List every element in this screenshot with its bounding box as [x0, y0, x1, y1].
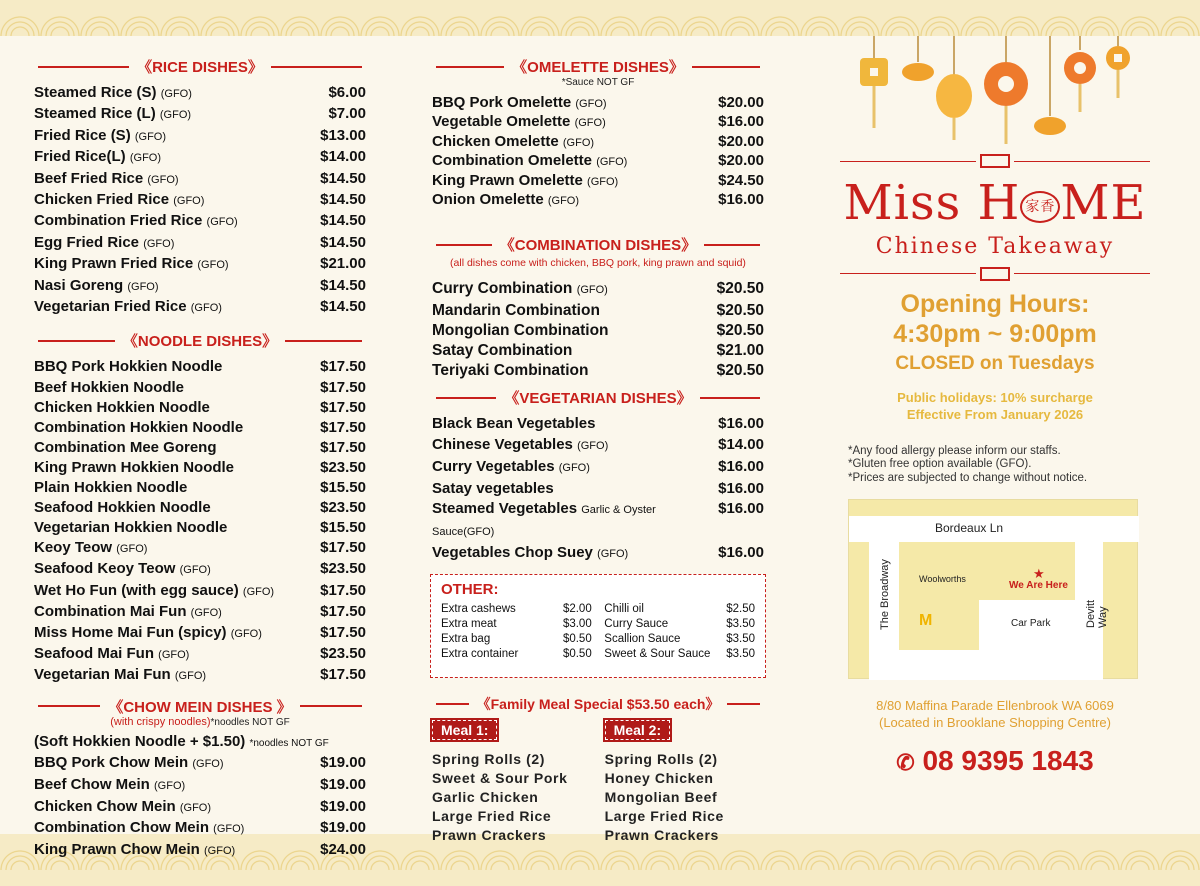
item-name: Chinese Vegetables	[432, 436, 573, 454]
noodle-item	[30, 357, 370, 377]
top-wave-border	[0, 0, 1200, 36]
omelette-item	[428, 94, 768, 113]
item-name: Wet Ho Fun (with egg sauce)	[34, 581, 239, 599]
item-price: $20.50	[716, 362, 764, 380]
item-note: (GFO)	[242, 585, 275, 598]
omelette-item	[428, 191, 768, 210]
map-car-park: Car Park	[1011, 618, 1051, 629]
map-we-are-here: We Are Here	[1009, 580, 1068, 591]
item-price: $24.50	[718, 171, 764, 189]
item-note: (GFO)	[577, 440, 609, 453]
meal-item: Sweet & Sour Pork	[432, 770, 568, 787]
item-name: Steamed Rice (L)	[34, 105, 156, 123]
meal-item: Garlic Chicken	[432, 788, 539, 805]
item-name: Egg Fried Rice	[34, 233, 140, 251]
meal-item: Prawn Crackers	[432, 826, 547, 843]
rice-item	[30, 211, 370, 232]
meal-2-items	[605, 750, 764, 844]
item-price: $13.00	[320, 126, 366, 144]
item-name: Combination Chow Mein	[34, 819, 209, 837]
item-name: Vegetarian Mai Fun	[34, 665, 171, 683]
item-price: $23.50	[320, 560, 366, 578]
item-price: $17.50	[320, 665, 366, 683]
omelette-item	[428, 113, 768, 132]
rice-item	[30, 83, 370, 104]
item-name: Chicken Omelette	[432, 132, 559, 150]
item-price: $14.50	[320, 276, 366, 294]
item-note: (GFO)	[154, 779, 186, 792]
rice-item	[30, 190, 370, 211]
other-item: Sweet & Sour Sauce $3.50	[604, 648, 755, 661]
hours-title: Opening Hours:	[900, 289, 1090, 318]
item-price: $17.50	[320, 602, 366, 620]
combo-item	[428, 301, 768, 321]
item-name: King Prawn Chow Mein	[34, 840, 200, 858]
rice-item	[30, 254, 370, 275]
noodle-item	[30, 665, 370, 686]
rice-item	[30, 233, 370, 254]
item-price: $19.00	[320, 819, 366, 837]
item-price: $16.00	[718, 500, 764, 518]
item-price: $6.00	[328, 84, 366, 101]
item-price: $17.50	[320, 418, 366, 436]
item-price: $19.00	[320, 775, 366, 793]
rice-list	[30, 83, 370, 318]
item-note: (GFO)	[576, 284, 608, 297]
item-price: $17.50	[320, 358, 366, 376]
item-note: (GFO)	[160, 88, 192, 100]
meal-item: Prawn Crackers	[604, 826, 719, 843]
item-note: (GFO)	[134, 130, 167, 143]
item-note: (GFO)	[562, 136, 595, 149]
item-name: Black Bean Vegetables	[432, 415, 596, 433]
item-note: (GFO)	[558, 461, 590, 474]
veg-list	[428, 414, 768, 564]
item-name: Satay vegetables	[432, 479, 554, 497]
item-name: Fried Rice (S)	[34, 126, 131, 144]
brand-tagline: Chinese Takeaway	[875, 233, 1115, 259]
chow-item	[30, 775, 370, 797]
combo-item	[428, 361, 768, 381]
combo-item	[428, 321, 768, 341]
item-note: (GFO)	[143, 237, 175, 250]
item-note: (GFO)	[173, 195, 205, 208]
item-name: Chicken Fried Rice	[34, 191, 170, 209]
info-column	[840, 36, 1150, 834]
item-price: $24.00	[320, 840, 366, 858]
item-note: (GFO)	[597, 547, 629, 560]
item-name: BBQ Pork Hokkien Noodle	[34, 358, 223, 376]
item-price: $20.00	[718, 152, 764, 170]
item-price: $19.00	[320, 797, 366, 815]
rice-item	[30, 126, 370, 147]
item-name: Chicken Chow Mein	[34, 797, 176, 815]
noodle-heading: 《NOODLE DISHES》	[30, 330, 370, 351]
chow-item	[30, 840, 370, 862]
item-price: $23.50	[320, 499, 366, 517]
omelette-item	[428, 172, 768, 191]
map-the-broadway: The Broadway	[879, 559, 891, 630]
opening-hours	[840, 289, 1150, 377]
map-woolworths: Woolworths	[919, 574, 966, 584]
omelette-item	[428, 133, 768, 152]
other-item: Extra container $0.50	[441, 648, 592, 661]
item-name: Beef Chow Mein	[34, 775, 150, 793]
item-price: $21.00	[320, 255, 366, 273]
veg-item	[428, 414, 768, 435]
item-note: (GFO)	[587, 175, 619, 188]
veg-item	[428, 435, 768, 457]
holiday-notice: Public holidays: 10% surcharge Effective From January 2026	[897, 389, 1093, 422]
item-note: (GFO)	[230, 627, 262, 640]
item-price: $14.00	[718, 436, 764, 454]
noodle-item	[30, 623, 370, 644]
item-price: $14.50	[320, 298, 366, 316]
noodle-item	[30, 559, 370, 580]
item-price: $16.00	[718, 479, 764, 497]
item-note: (GFO)	[190, 606, 222, 619]
noodle-item	[30, 478, 370, 498]
divider-top	[840, 154, 1150, 168]
chow-heading: 《CHOW MEIN DISHES 》	[30, 696, 370, 717]
item-name: Vegetables Chop Suey	[432, 543, 593, 561]
item-price: $19.00	[320, 754, 366, 772]
noodle-list	[30, 357, 370, 686]
item-name: King Prawn Fried Rice	[34, 255, 194, 273]
item-note: (GFO)	[575, 98, 607, 110]
combo-item	[428, 279, 768, 300]
item-price: $20.50	[716, 280, 764, 298]
rice-item	[30, 297, 370, 318]
item-note: (GFO)	[204, 844, 236, 857]
map-star-icon: ★	[1033, 566, 1045, 581]
noodle-item	[30, 458, 370, 478]
meal-item: Spring Rolls (2)	[604, 751, 718, 768]
meal-item: Mongolian Beef	[604, 788, 718, 805]
other-item: Extra meat $3.00	[441, 618, 592, 631]
other-item: Chilli oil $2.50	[604, 603, 755, 616]
item-price: $20.50	[716, 321, 764, 339]
noodle-item	[30, 398, 370, 418]
item-name: Seafood Mai Fun	[34, 644, 154, 662]
map-bordeaux-ln: Bordeaux Ln	[935, 521, 1004, 535]
veg-item	[428, 543, 768, 565]
item-note: (GFO)	[179, 801, 212, 814]
item-note: (GFO)	[147, 173, 179, 186]
item-name: BBQ Pork Omelette	[432, 94, 572, 111]
divider-bottom	[840, 267, 1150, 281]
rice-item	[30, 169, 370, 190]
item-price: $14.50	[320, 169, 366, 187]
veg-item	[428, 479, 768, 500]
item-name: Chicken Hokkien Noodle	[34, 398, 210, 416]
item-note: (GFO)	[190, 302, 222, 315]
item-name: Vegetarian Hokkien Noodle	[34, 519, 228, 537]
item-name: Vegetarian Fried Rice	[34, 298, 187, 316]
item-note: (GFO)	[596, 156, 628, 169]
other-item: Curry Sauce $3.50	[604, 618, 755, 631]
item-note: (GFO)	[213, 823, 245, 836]
chow-item	[30, 797, 370, 819]
meal-item: Honey Chicken	[604, 770, 714, 787]
item-name: Fried Rice(L)	[34, 148, 126, 166]
item-price: $7.00	[328, 105, 366, 123]
item-name: Combination Mee Goreng	[34, 438, 217, 456]
noodle-item	[30, 602, 370, 623]
item-price: $17.50	[320, 623, 366, 641]
item-note: (GFO)	[192, 758, 224, 771]
item-price: $16.00	[718, 113, 764, 131]
noodle-item	[30, 538, 370, 559]
item-name: Onion Omelette	[432, 191, 544, 209]
other-item: Extra cashews $2.00	[441, 603, 592, 616]
meal-1-badge: Meal 1:	[432, 720, 497, 740]
veg-item	[428, 499, 768, 542]
item-note: (GFO)	[159, 109, 192, 122]
rice-item	[30, 276, 370, 297]
notes: *Any food allergy please inform our staffs. *Gluten free option available (GFO). *Prices are subjected to change without notice.	[848, 444, 1088, 484]
item-price: $16.00	[718, 191, 764, 209]
item-note: (GFO)	[179, 564, 211, 577]
item-note: Garlic & Oyster Sauce(GFO)	[432, 504, 656, 538]
item-note: (GFO)	[174, 669, 207, 682]
item-name: Mongolian Combination	[432, 321, 609, 339]
item-price: $20.00	[718, 94, 764, 111]
meal-2	[605, 720, 764, 844]
item-price: $14.50	[320, 212, 366, 230]
item-price: $14.00	[320, 148, 366, 166]
item-name: Beef Hokkien Noodle	[34, 378, 185, 396]
noodle-item	[30, 581, 370, 602]
item-name: Combination Mai Fun	[34, 602, 187, 620]
item-name: Mandarin Combination	[432, 301, 600, 319]
item-price: $17.50	[320, 398, 366, 416]
meal-2-badge: Meal 2:	[605, 720, 670, 740]
item-name: Steamed Rice (S)	[34, 84, 157, 101]
item-name: Steamed Vegetables	[432, 500, 578, 518]
item-note: (GFO)	[206, 216, 238, 229]
veg-heading: 《VEGETARIAN DISHES》	[428, 387, 768, 408]
other-item: Extra bag $0.50	[441, 633, 592, 646]
menu-column-1	[30, 36, 370, 858]
combo-list	[428, 279, 768, 381]
other-left	[441, 602, 592, 662]
noodle-item	[30, 644, 370, 665]
address: 8/80 Maffina Parade Ellenbrook WA 6069 (Located in Brooklane Shopping Centre)	[876, 698, 1114, 730]
item-name: Vegetable Omelette	[432, 113, 571, 131]
location-map	[848, 499, 1138, 679]
item-note: (GFO)	[158, 648, 190, 661]
other-item: Scallion Sauce $3.50	[604, 633, 755, 646]
map-devitt-way: Devitt Way	[1085, 599, 1109, 628]
item-name: Plain Hokkien Noodle	[34, 479, 188, 497]
map-mcdonalds-icon: M	[919, 612, 933, 629]
item-price: $14.50	[320, 191, 366, 209]
rice-item	[30, 147, 370, 168]
meal-item: Spring Rolls (2)	[432, 751, 546, 768]
item-name: Curry Vegetables	[432, 457, 555, 475]
rice-item	[30, 104, 370, 125]
other-box	[430, 574, 766, 678]
item-note: (GFO)	[547, 195, 580, 208]
phone-icon: ✆	[896, 750, 915, 775]
item-name: Teriyaki Combination	[432, 362, 589, 380]
rice-heading: 《RICE DISHES》	[30, 56, 370, 77]
meal-item: Large Fried Rice	[432, 807, 552, 824]
item-note: (GFO)	[127, 280, 159, 293]
item-name: Seafood Hokkien Noodle	[34, 499, 211, 517]
veg-item	[428, 457, 768, 479]
item-name: Keoy Teow	[34, 539, 113, 557]
item-note: (GFO)	[574, 117, 606, 130]
combo-subheading: (all dishes come with chicken, BBQ pork, king prawn and squid)	[450, 257, 746, 270]
item-price: $16.00	[718, 415, 764, 433]
item-name: BBQ Pork Chow Mein	[34, 754, 189, 772]
noodle-item	[30, 378, 370, 398]
brand-name: Miss H 家香 ME	[843, 175, 1147, 231]
other-right	[604, 602, 755, 662]
soft-noodle-option: (Soft Hokkien Noodle + $1.50) *noodles NOT GF	[34, 732, 329, 750]
brand	[840, 176, 1150, 259]
item-note: (GFO)	[129, 152, 162, 165]
menu-column-2	[428, 36, 768, 843]
item-name: Beef Fried Rice	[34, 169, 144, 187]
chow-list	[30, 753, 370, 861]
item-price: $16.00	[718, 543, 764, 561]
combo-item	[428, 341, 768, 361]
item-price: $16.00	[718, 457, 764, 475]
hours-time: 4:30pm ~ 9:00pm	[893, 319, 1097, 348]
chow-item	[30, 818, 370, 840]
item-name: King Prawn Hokkien Noodle	[34, 458, 235, 476]
meal-item: Large Fried Rice	[604, 807, 724, 824]
omelette-item	[428, 152, 768, 171]
noodle-item	[30, 438, 370, 458]
item-name: King Prawn Omelette	[432, 171, 583, 189]
item-name: Satay Combination	[432, 342, 573, 360]
item-name: Combination Fried Rice	[34, 212, 203, 230]
item-price: $15.50	[320, 519, 366, 537]
item-name: Combination Hokkien Noodle	[34, 418, 244, 436]
phone: ✆ 08 9395 1843	[896, 745, 1094, 776]
combo-heading: 《COMBINATION DISHES》	[428, 234, 768, 255]
item-price: $15.50	[320, 479, 366, 497]
chow-item	[30, 753, 370, 775]
item-price: $17.50	[320, 378, 366, 396]
family-heading: 《Family Meal Special $53.50 each》	[428, 694, 768, 714]
noodle-item	[30, 418, 370, 438]
item-name: Nasi Goreng	[34, 276, 124, 294]
omelette-subheading: *Sauce NOT GF	[561, 77, 635, 88]
item-name: Miss Home Mai Fun (spicy)	[34, 623, 227, 641]
item-price: $20.00	[718, 132, 764, 150]
noodle-item	[30, 518, 370, 538]
chow-subheading: (with crispy noodles)*noodles NOT GF	[110, 715, 290, 728]
item-name: Seafood Keoy Teow	[34, 560, 176, 578]
omelette-heading: 《OMELETTE DISHES》	[428, 56, 768, 77]
item-note: (GFO)	[197, 259, 229, 272]
item-price: $23.50	[320, 644, 366, 662]
item-price: $21.00	[716, 342, 764, 360]
item-price: $17.50	[320, 581, 366, 599]
item-name: Curry Combination	[432, 280, 573, 298]
lantern-decorations	[840, 36, 1150, 146]
item-note: (GFO)	[116, 543, 148, 556]
item-price: $20.50	[716, 301, 764, 319]
item-price: $14.50	[320, 233, 366, 251]
meal-1-items	[432, 750, 591, 844]
omelette-list	[428, 94, 768, 210]
meal-1	[432, 720, 591, 844]
lantern-icon	[840, 36, 1150, 146]
noodle-item	[30, 498, 370, 518]
item-price: $17.50	[320, 438, 366, 456]
item-name: Combination Omelette	[432, 152, 593, 170]
other-heading: OTHER:	[441, 581, 499, 599]
item-price: $23.50	[320, 458, 366, 476]
hours-closed: CLOSED on Tuesdays	[895, 352, 1095, 374]
item-price: $17.50	[320, 539, 366, 557]
